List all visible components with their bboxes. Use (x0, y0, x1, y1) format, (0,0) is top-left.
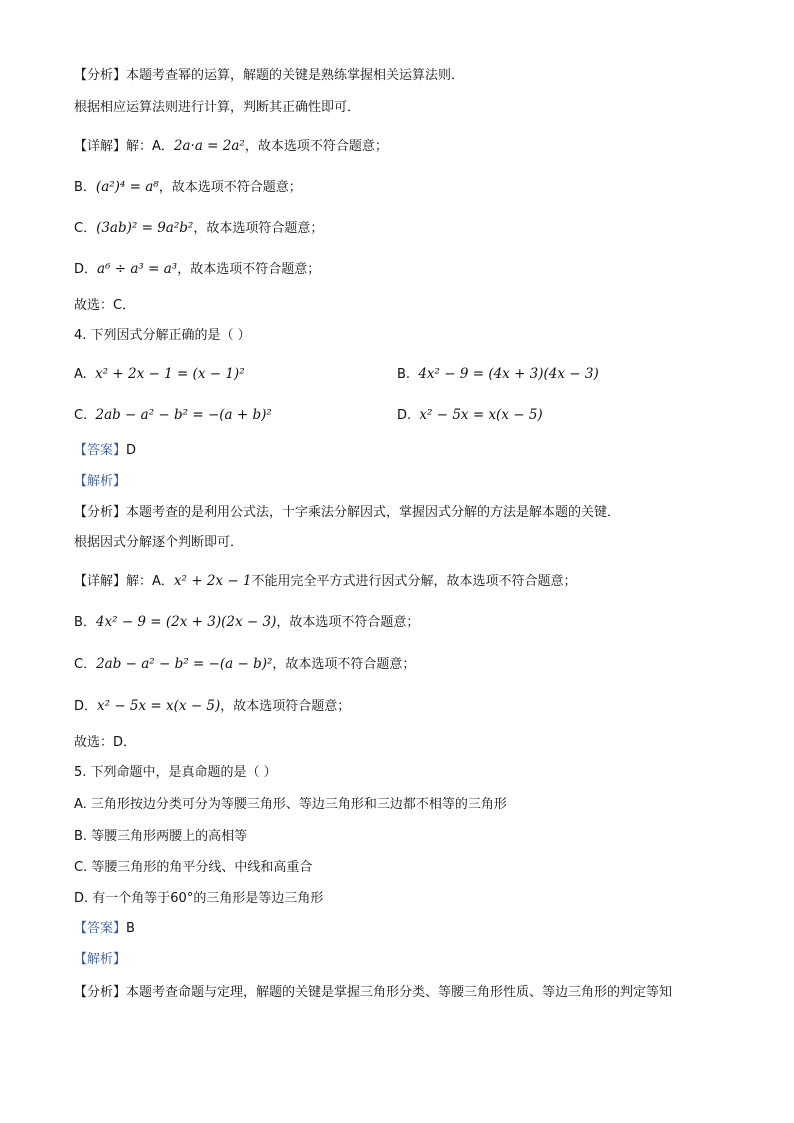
q4-detail-a (74, 571, 577, 592)
option-label: A. (74, 367, 87, 382)
q4-option-a (74, 364, 245, 385)
question-4-stem: 4. 下列因式分解正确的是（ ） (74, 328, 251, 343)
q4-conclusion: 故选：D． (74, 735, 137, 750)
detail-prefix: C． (74, 657, 97, 672)
math-expression: (a²)⁴ = a⁸ (95, 179, 159, 195)
detail-suffix: ，故本选项不符合题意； (244, 139, 388, 154)
q5-option-b: B. 等腰三角形两腰上的高相等 (74, 829, 248, 844)
detail-line-b (74, 177, 302, 198)
option-label: B. (397, 367, 411, 382)
q5-option-c: C. 等腰三角形的角平分线、中线和高重合 (74, 860, 313, 875)
answer-tag: 【答案】 (74, 921, 127, 936)
math-expression: x² − 5x = x(x − 5) (419, 407, 543, 423)
q4-detail-b (74, 612, 419, 633)
math-expression: 4x² − 9 = (2x + 3)(2x − 3) (95, 614, 277, 630)
analysis-line: 【分析】本题考查幂的运算，解题的关键是熟练掌握相关运算法则． (74, 68, 465, 83)
q4-detail-c (74, 654, 415, 675)
detail-line-c (74, 218, 323, 239)
detail-prefix: D． (74, 262, 98, 277)
math-expression: x² + 2x − 1 = (x − 1)² (95, 366, 245, 382)
conclusion-line: 故选：C． (74, 298, 136, 313)
detail-prefix: 【详解】解：A． (74, 574, 174, 589)
detail-line-a (74, 136, 388, 157)
math-expression: 2a·a = 2a² (173, 138, 245, 154)
math-expression: 4x² − 9 = (4x + 3)(4x − 3) (418, 366, 599, 382)
detail-prefix: C． (74, 221, 97, 236)
math-expression: x² − 5x = x(x − 5) (97, 698, 221, 714)
answer-tag: 【答案】 (74, 443, 127, 458)
detail-prefix: B． (74, 180, 96, 195)
q5-jiexi-tag: 【解析】 (74, 952, 127, 967)
answer-value: B (126, 921, 135, 936)
math-expression: a⁶ ÷ a³ = a³ (97, 261, 178, 277)
detail-suffix: ，故本选项不符合题意； (272, 657, 416, 672)
question-5-stem: 5. 下列命题中，是真命题的是（ ） (74, 765, 277, 780)
q4-answer (74, 441, 136, 461)
detail-prefix: B． (74, 615, 96, 630)
detail-suffix: 不能用完全平方式进行因式分解，故本选项不符合题意； (251, 574, 577, 589)
detail-line-d (74, 259, 320, 280)
math-expression: (3ab)² = 9a²b² (96, 220, 194, 236)
detail-suffix: ，故本选项不符合题意； (158, 180, 302, 195)
answer-value: D (126, 443, 137, 458)
q4-option-c (74, 405, 272, 426)
math-expression: 2ab − a² − b² = −(a − b)² (96, 656, 273, 672)
q4-method: 根据因式分解逐个判断即可． (74, 535, 244, 550)
q4-option-b (397, 364, 599, 385)
q4-detail-d (74, 696, 350, 717)
math-expression: x² + 2x − 1 (173, 573, 252, 589)
q5-option-a: A. 三角形按边分类可分为等腰三角形、等边三角形和三边都不相等的三角形 (74, 797, 507, 812)
q5-answer (74, 919, 135, 939)
option-label: D. (397, 408, 412, 423)
q4-analysis: 【分析】本题考查的是利用公式法，十字乘法分解因式，掌握因式分解的方法是解本题的关键． (74, 505, 621, 520)
q5-option-d: D. 有一个角等于60°的三角形是等边三角形 (74, 891, 324, 906)
detail-prefix: 【详解】解：A． (74, 139, 174, 154)
q4-option-d (397, 405, 543, 426)
q4-jiexi-tag: 【解析】 (74, 474, 127, 489)
method-line: 根据相应运算法则进行计算，判断其正确性即可． (74, 100, 361, 115)
detail-suffix: ，故本选项不符合题意； (276, 615, 420, 630)
detail-prefix: D． (74, 699, 98, 714)
detail-suffix: ，故本选项符合题意； (220, 699, 351, 714)
math-expression: 2ab − a² − b² = −(a + b)² (95, 407, 272, 423)
q5-analysis: 【分析】本题考查命题与定理，解题的关键是掌握三角形分类、等腰三角形性质、等边三角形的判定等知 (74, 985, 673, 1000)
option-label: C. (74, 408, 88, 423)
detail-suffix: ，故本选项符合题意； (193, 221, 324, 236)
detail-suffix: ，故本选项不符合题意； (177, 262, 321, 277)
